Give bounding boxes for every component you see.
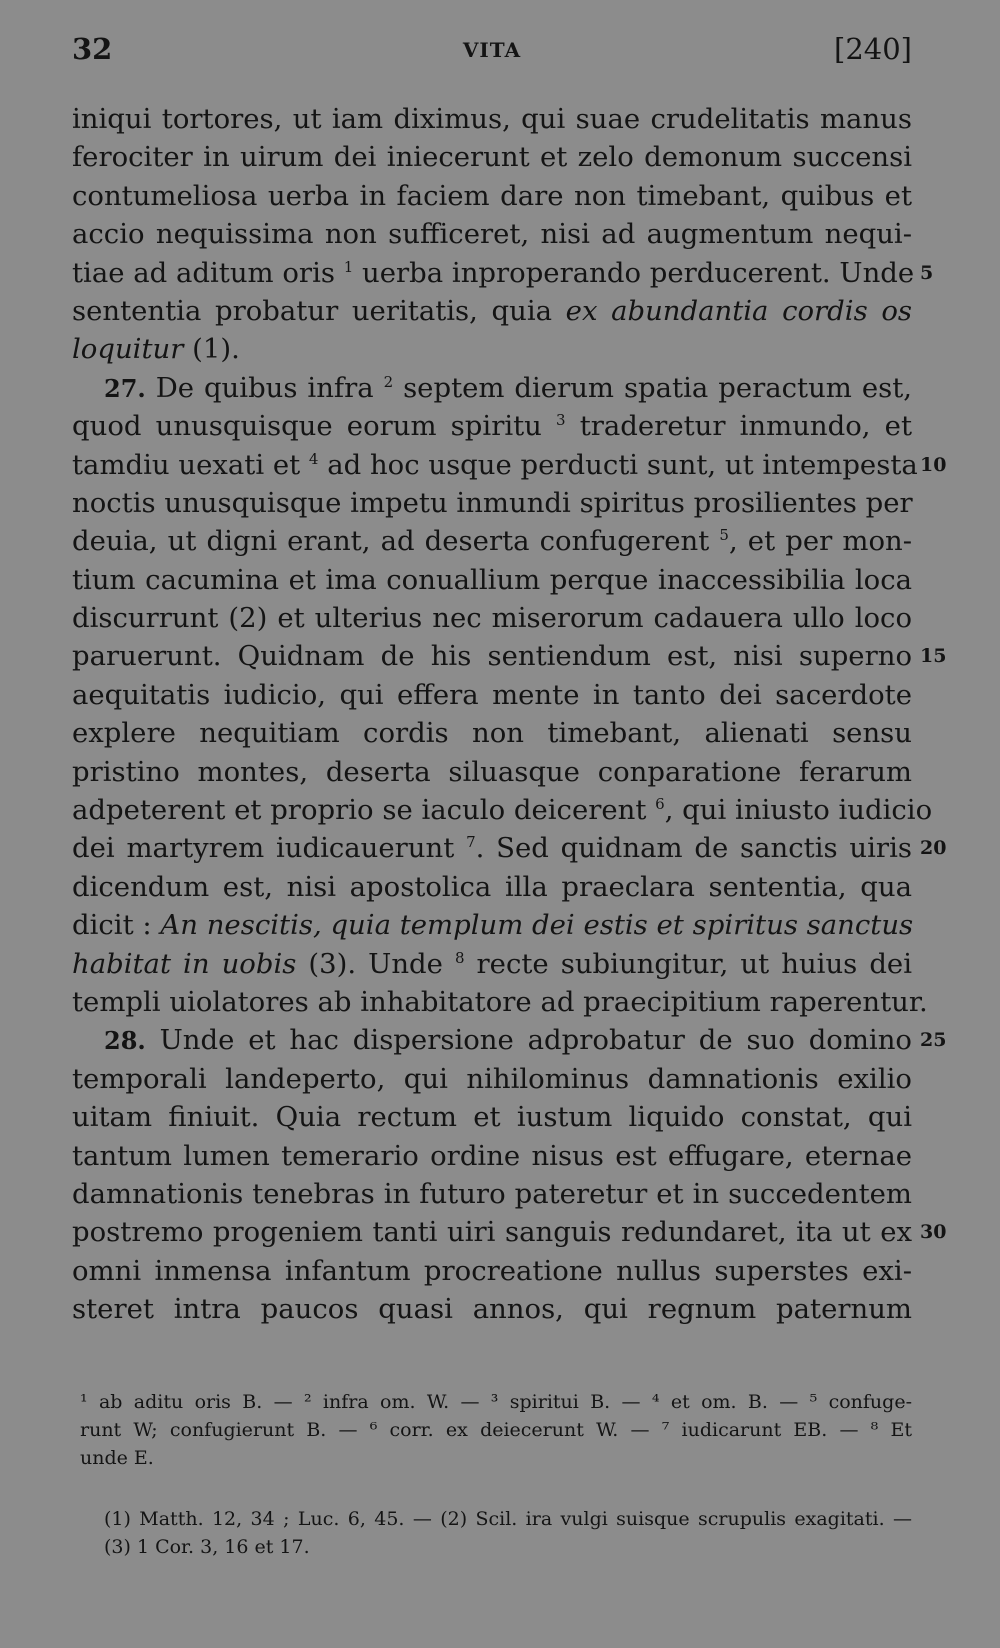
line-text: noctis unusquisque impetu inmundi spiritus prosilientes per (72, 486, 913, 519)
line-text: adpeterent et proprio se iaculo deicerent (72, 794, 656, 827)
line-number: 15 (920, 645, 947, 668)
footnote-marker: 5 (719, 526, 729, 545)
text-line (72, 829, 947, 867)
line-text: uerba inproperando perducerent. Unde (353, 256, 915, 289)
italic-quote: An nescitis, quia templum dei estis et spiritus sanctus (160, 909, 914, 942)
text-line (72, 983, 928, 1021)
line-text: ad hoc usque perducti sunt, ut intempesta (318, 448, 918, 481)
text-line (72, 561, 912, 599)
footnote-marker: 7 (466, 833, 476, 852)
running-header (72, 32, 912, 72)
text-line (72, 1098, 912, 1136)
text-line (72, 791, 933, 829)
source-references (104, 1505, 912, 1561)
line-text: (1). (183, 333, 240, 366)
line-text: damnationis tenebras in futuro pateretur et in succedentem (72, 1177, 912, 1210)
running-title: VITA (462, 38, 522, 62)
text-line (72, 676, 912, 714)
footnote-marker: 3 (556, 411, 566, 430)
page-reference: [240] (834, 32, 912, 66)
line-text: (3). Unde (296, 947, 455, 980)
line-text: quod unusquisque eorum spiritu (72, 410, 557, 443)
italic-quote: loquitur (72, 333, 184, 366)
line-text: dicendum est, nisi apostolica illa praeclara sententia, qua (72, 870, 912, 903)
text-line (72, 1060, 912, 1098)
apparatus-line: unde E. (80, 1447, 154, 1469)
text-line (72, 254, 934, 292)
line-text: templi uiolatores ab inhabitatore ad praecipitium raperentur. (72, 985, 928, 1018)
line-text: Unde et hac dispersione adprobatur de suo domino (145, 1024, 912, 1057)
line-text: pristino montes, deserta siluasque conparatione ferarum (72, 755, 912, 788)
line-text: paruerunt. Quidnam de his sentiendum est, nisi superno (72, 640, 912, 673)
apparatus-line: ¹ ab aditu oris B. — ² infra om. W. — ³ spiritui B. — ⁴ et om. B. — ⁵ confuge- (80, 1391, 912, 1413)
line-number: 30 (920, 1221, 947, 1244)
line-text: tium cacumina et ima conuallium perque inaccessibilia loca (72, 563, 912, 596)
footnote-marker: 6 (655, 795, 665, 814)
text-line (72, 906, 912, 944)
section-number: 28. (104, 1026, 146, 1056)
text-line (72, 292, 912, 330)
text-line (72, 522, 912, 560)
text-line (72, 100, 912, 138)
line-number: 20 (920, 837, 947, 860)
text-line (72, 599, 912, 637)
line-text: traderetur inmundo, et (565, 410, 912, 443)
text-line (72, 637, 947, 675)
critical-apparatus (80, 1388, 912, 1472)
line-text: omni inmensa infantum procreatione nullus superstes exi- (72, 1254, 912, 1287)
text-line (72, 177, 912, 215)
apparatus-line: runt W; confugierunt B. — ⁶ corr. ex deiecerunt W. — ⁷ iudicarunt EB. — ⁸ Et (80, 1419, 912, 1441)
text-line (72, 446, 947, 484)
text-line (72, 330, 912, 368)
text-line (72, 714, 912, 752)
page-number: 32 (72, 32, 113, 66)
text-line (72, 1137, 912, 1175)
line-text: ferociter in uirum dei iniecerunt et zelo demonum succensi (72, 141, 912, 174)
line-text: aequitatis iudicio, qui effera mente in tanto dei sacerdote (72, 678, 912, 711)
text-line (72, 484, 912, 522)
line-text: tamdiu uexati et (72, 448, 309, 481)
section-number: 27. (104, 373, 146, 403)
text-line (72, 753, 912, 791)
line-number: 25 (920, 1029, 947, 1052)
line-text: tantum lumen temerario ordine nisus est effugare, eternae (72, 1139, 912, 1172)
line-text: , qui iniusto iudicio (664, 794, 933, 827)
line-text: postremo progeniem tanti uiri sanguis redundaret, ita ut ex (72, 1216, 912, 1249)
reference-line: (1) Matth. 12, 34 ; Luc. 6, 45. — (2) Scil. ira vulgi suisque scrupulis exagitati. — (104, 1508, 912, 1530)
footnote-marker: 2 (383, 372, 394, 391)
line-text: dei martyrem iudicauerunt (72, 832, 467, 865)
line-text: temporali landeperto, qui nihilominus damnationis exilio (72, 1062, 912, 1095)
line-text: , et per mon- (728, 525, 913, 558)
line-text: steret intra paucos quasi annos, qui regnum paternum (72, 1293, 912, 1326)
line-text: iniqui tortores, ut iam diximus, qui suae crudelitatis manus (72, 103, 912, 135)
line-text: accio nequissima non sufficeret, nisi ad augmentum nequi- (72, 218, 912, 251)
reference-line: (3) 1 Cor. 3, 16 et 17. (104, 1536, 310, 1558)
footnote-marker: 4 (308, 449, 319, 468)
line-number: 5 (920, 261, 934, 284)
text-line (72, 1290, 912, 1328)
line-text: deuia, ut digni erant, ad deserta confugerent (72, 525, 720, 558)
text-line (72, 945, 912, 983)
italic-quote: ex abundantia cordis os (565, 294, 912, 327)
text-line (72, 369, 912, 407)
footnote-marker: 1 (343, 257, 354, 276)
footnote-marker: 8 (454, 948, 465, 967)
line-text: . Sed quidnam de sanctis uiris (475, 832, 912, 865)
text-line (72, 138, 912, 176)
text-line (72, 1175, 912, 1213)
text-line (72, 407, 912, 445)
line-text: septem dierum spatia peractum est, (393, 371, 912, 404)
text-line (72, 1252, 912, 1290)
line-text: contumeliosa uerba in faciem dare non timebant, quibus et (72, 179, 912, 212)
text-line (72, 868, 912, 906)
line-text: sententia probatur ueritatis, quia (72, 294, 566, 327)
text-line (72, 1021, 947, 1059)
line-text: De quibus infra (145, 371, 384, 404)
line-text: recte subiungitur, ut huius dei (464, 947, 912, 980)
main-text (72, 100, 947, 1329)
line-text: tiae ad aditum oris (72, 256, 344, 289)
text-line (72, 1213, 947, 1251)
italic-quote: habitat in uobis (72, 947, 297, 980)
line-text: uitam finiuit. Quia rectum et iustum liquido constat, qui (72, 1101, 912, 1134)
line-text: explere nequitiam cordis non timebant, alienati sensu (72, 717, 912, 750)
line-number: 10 (920, 453, 947, 476)
line-text: discurrunt (2) et ulterius nec miserorum cadauera ullo loco (72, 602, 912, 635)
line-text: dicit : (72, 909, 161, 942)
text-line (72, 215, 912, 253)
